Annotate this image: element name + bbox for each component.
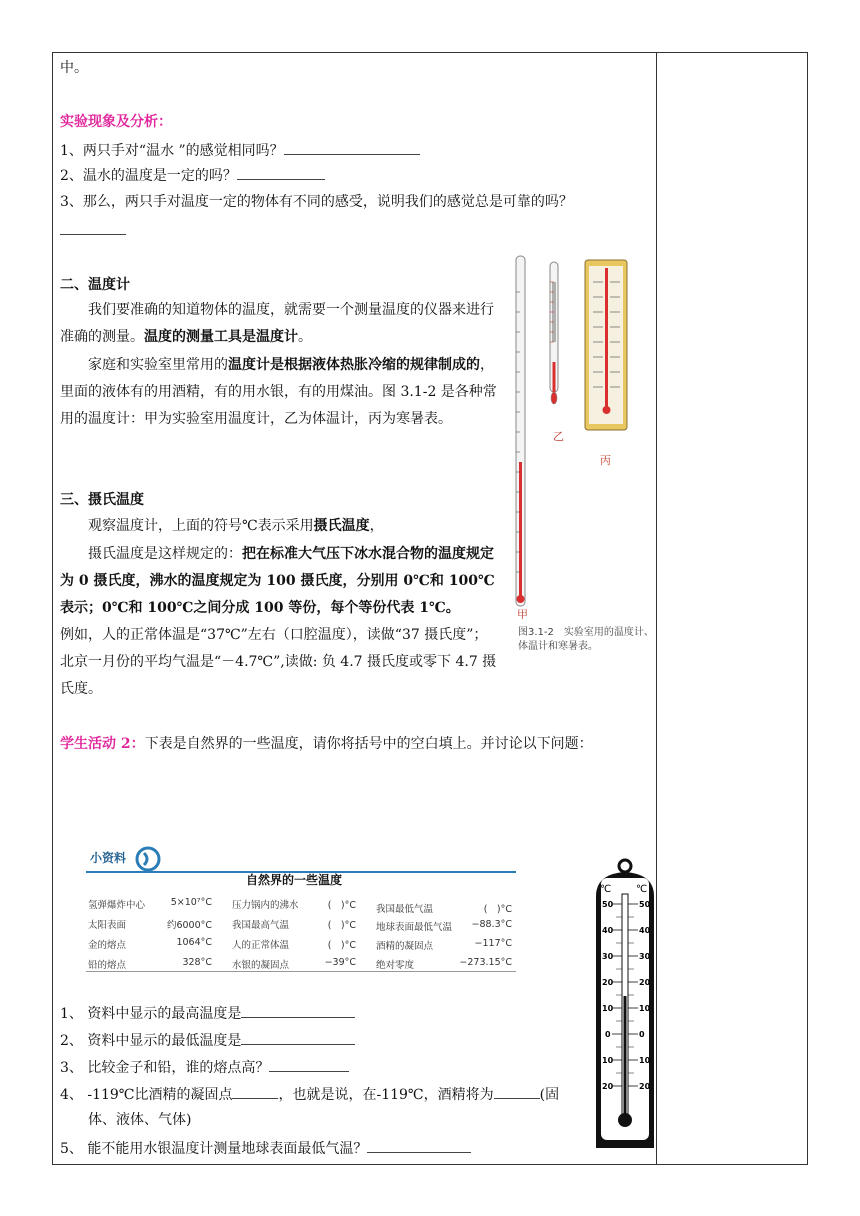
info-value: 5×10⁷°C	[170, 897, 212, 908]
question-4: 4、 -119℃比酒精的凝固点 ，也就是说，在-119℃，酒精将为 (固	[60, 1084, 559, 1105]
section3-paragraph-2: 摄氏温度是这样规定的：把在标准大气压下冰水混合物的温度规定为 0 摄氏度，沸水的温度规定为 100 摄氏度，分别用 0℃和 100℃表示；0℃和 100℃之间分成 100 等份，每个等份代表 1℃。	[60, 546, 495, 616]
answer-blank[interactable]	[232, 1084, 278, 1099]
label-jia: 甲	[517, 608, 528, 621]
info-item: 绝对零度	[376, 960, 415, 971]
question-3: 3、 比较金子和铅，谁的熔点高？	[60, 1057, 349, 1078]
scale-label: 20	[639, 1082, 651, 1091]
info-item: 压力锅内的沸水	[232, 900, 299, 911]
section3-paragraph-1: 观察温度计，上面的符号℃表示采用摄氏温度，	[88, 518, 384, 534]
info-value: ( )°C	[483, 904, 512, 915]
info-item: 我国最高气温	[232, 920, 290, 931]
unit-right: ℃	[636, 884, 648, 895]
answer-blank[interactable]	[60, 220, 126, 235]
activity-line: 学生活动 2：下表是自然界的一些温度，请你将括号中的空白填上。并讨论以下问题：	[60, 736, 593, 752]
wall-thermometer-small-icon	[585, 260, 627, 430]
scale-label: 20	[602, 1082, 614, 1091]
info-box-bottom-rule	[86, 971, 516, 972]
info-value: −273.15°C	[459, 957, 512, 968]
info-item: 太阳表面	[88, 920, 127, 931]
thermometer-figure	[505, 252, 655, 622]
info-value: −88.3°C	[471, 919, 512, 930]
section-heading-celsius: 三、摄氏温度	[60, 492, 144, 508]
info-box-tag: 小资料	[90, 851, 127, 865]
experiment-heading: 实验现象及分析：	[60, 114, 172, 130]
info-item: 水银的凝固点	[232, 960, 290, 971]
info-item: 金的熔点	[88, 940, 127, 951]
info-value: −117°C	[474, 938, 512, 949]
intro-tail: 中。	[60, 60, 88, 76]
info-box	[86, 843, 516, 977]
scale-label: 10	[602, 1004, 614, 1013]
answer-blank[interactable]	[237, 165, 325, 180]
clinical-thermometer-icon	[550, 262, 558, 404]
scale-label: 20	[602, 978, 614, 987]
info-value: 1064°C	[176, 937, 212, 948]
section-heading-thermometer: 二、温度计	[60, 277, 130, 293]
experiment-question-1: 1、两只手对“温水 ”的感觉相同吗？	[60, 140, 420, 161]
info-value: 约6000°C	[166, 920, 212, 931]
scale-label: 30	[639, 952, 651, 961]
label-yi: 乙	[553, 430, 564, 443]
section2-paragraph-2: 家庭和实验室里常用的温度计是根据液体热胀冷缩的规律制成的，里面的液体有的用酒精，有的用水银，有的用煤油。图 3.1-2 是各种常用的温度计：甲为实验室用温度计，乙为体温计，丙为寒暑表。	[60, 357, 497, 427]
figure-caption: 图3.1-2 实验室用的温度计、体温计和寒暑表。	[518, 627, 654, 652]
scale-label: 30	[602, 952, 614, 961]
info-value: 328°C	[182, 957, 212, 968]
info-value: ( )°C	[327, 900, 356, 911]
info-value: −39°C	[324, 957, 356, 968]
experiment-question-3: 3、那么，两只手对温度一定的物体有不同的感受，说明我们的感觉总是可靠的吗？	[60, 194, 573, 210]
info-item: 地球表面最低气温	[376, 922, 453, 933]
scale-label: 0	[605, 1030, 611, 1039]
answer-blank[interactable]	[241, 1030, 355, 1045]
question-1: 1、 资料中显示的最高温度是	[60, 1003, 355, 1024]
info-item: 铅的熔点	[88, 960, 127, 971]
scale-label: 0	[639, 1030, 645, 1039]
info-item: 我国最低气温	[376, 904, 434, 915]
scale-label: 50	[639, 900, 651, 909]
answer-blank[interactable]	[367, 1138, 471, 1153]
info-item: 酒精的凝固点	[376, 941, 434, 952]
info-item: 氢弹爆炸中心	[88, 900, 146, 911]
lab-thermometer-icon	[516, 256, 525, 606]
answer-blank[interactable]	[494, 1084, 540, 1099]
info-logo-icon	[134, 845, 164, 873]
question-2: 2、 资料中显示的最低温度是	[60, 1030, 355, 1051]
answer-blank[interactable]	[269, 1057, 349, 1072]
wall-thermometer	[592, 856, 658, 1156]
scale-label: 40	[602, 926, 614, 935]
info-value: ( )°C	[327, 920, 356, 931]
info-value: ( )°C	[327, 940, 356, 951]
scale-label: 50	[602, 900, 614, 909]
experiment-question-2: 2、温水的温度是一定的吗？	[60, 165, 325, 186]
info-item: 人的正常体温	[232, 940, 290, 951]
question-5: 5、 能不能用水银温度计测量地球表面最低气温？	[60, 1138, 471, 1159]
unit-left: ℃	[600, 884, 612, 895]
scale-label: 20	[639, 978, 651, 987]
scale-label: 40	[639, 926, 651, 935]
answer-blank[interactable]	[284, 140, 420, 155]
scale-label: 10	[639, 1004, 651, 1013]
answer-blank[interactable]	[241, 1003, 355, 1018]
section3-paragraph-3: 例如，人的正常体温是“37℃”左右（口腔温度），读做“37 摄氏度”；北京一月份的平均气温是“－4.7℃”,读做: 负 4.7 摄氏度或零下 4.7 摄氏度。	[60, 627, 497, 697]
experiment-question-3-line	[60, 220, 126, 241]
scale-label: 10	[602, 1056, 614, 1065]
hanging-ring-icon	[619, 860, 631, 872]
section2-paragraph-1: 我们要准确的知道物体的温度，就需要一个测量温度的仪器来进行准确的测量。温度的测量工具是温度计。	[60, 302, 494, 345]
scale-label: 10	[639, 1056, 651, 1065]
question-4-continued: 体、液体、气体)	[88, 1112, 192, 1128]
info-box-title: 自然界的一些温度	[246, 873, 343, 887]
label-bing: 丙	[600, 454, 611, 467]
